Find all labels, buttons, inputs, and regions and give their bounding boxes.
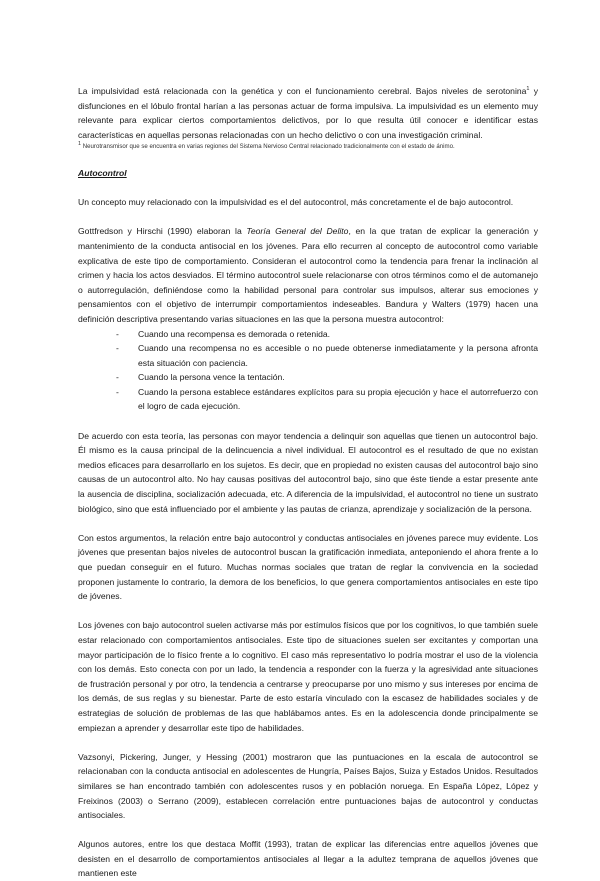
paragraph-estimulos: Los jóvenes con bajo autocontrol suelen activarse más por estímulos físicos que por los cognitivos, lo que también suele estar relacionado con comportamientos antisociales. Este tipo de situaciones suelen ser excitantes y comportan una mayor participación de lo físico frente a lo cognitivo. El caso más representativo lo podría mostrar el uso de la violencia con los demás. Esto conecta con por un lado, la tendencia a responder con la fuerza y la agresividad ante situaciones de frustración personal y por otro, la tendencia a centrarse y preocuparse por uno mismo y sus intereses por encima de los demás, de sus reglas y su bienestar. Parte de esto estaría vinculado con la escasez de habilidades sociales y de estrategias de solución de problemas de las que hablábamos antes. Es en la adolescencia donde principalmente se empiezan a aprender y desarrollar este tipo de habilidades. xyxy=(78,620,538,733)
paragraph-concepto: Un concepto muy relacionado con la impulsividad es el del autocontrol, más concretamente el de bajo autocontrol. xyxy=(78,197,514,208)
paragraph-impulsividad: La impulsividad está relacionada con la genética y con el funcionamiento cerebral. Bajos niveles de serotonina$^1$ y disfunciones en el lóbulo frontal harían a las personas actuar de forma impulsiva. La impulsividad es un elemento muy relevante para explicar ciertos comportamientos delictivos, por lo que resulta útil conocer e identificar estas características en aquellas personas relacionadas con un hecho delictivo o con una investigación criminal. xyxy=(78,86,539,140)
paragraph-gottfredson: Gottfredson y Hirschi (1990) elaboran la Teoría General del Delito, en la que tratan de explicar la generación y mantenimiento de la conducta antisocial en los jóvenes. Para ello recurren al concepto de autocontrol como variable explicativa de este tipo de comportamiento. Consideran el autocontrol como la tendencia para frenar la inclinación al crimen y hacia los actos desviados. El término autocontrol suele relacionarse con otros términos como el de automanejo o autorregulación, definiéndose como la habilidad personal para controlar sus impulsos, alterar sus emociones y pensamientos con el objetivo de interrumpir comportamientos indeseables. Bandura y Walters (1979) hacen una definición descriptiva presentando varias situaciones en las que la persona muestra autocontrol: xyxy=(78,226,538,324)
paragraph-teoria: De acuerdo con esta teoría, las personas con mayor tendencia a delinquir son aquellas que tienen un autocontrol bajo. Él mismo es la causa principal de la delincuencia a nivel individual. El autocontrol es el resultado de que no existan medios eficaces para desarrollarlo en los sujetos. Es decir, que en propiedad no existen causas del autocontrol bajo sino causas de un autocontrol alto. No hay causas positivas del autocontrol bajo, sino que éste tiende a estar presente ante la ausencia de disciplina, socialización adecuada, etc. A diferencia de la impulsividad, el autocontrol no tiene un sustrato biológico, sino que está influenciado por el ambiente y las pautas de crianza, aprendizaje y socialización de la persona. xyxy=(78,430,538,514)
list-item: - Cuando una recompensa es demorada o retenida. xyxy=(116,327,538,342)
section-heading: Autocontrol xyxy=(78,167,127,178)
list-item: - Cuando la persona vence la tentación. xyxy=(116,370,538,385)
footnote: $^1$ Neurotransmisor que se encuentra en varias regiones del Sistema Nervioso Central relacionado tradicionalmente con el estado de ánimo. xyxy=(78,141,455,151)
theory-title: Teoría General del Delito xyxy=(246,226,349,237)
footnote-number: 1 xyxy=(78,141,82,148)
list-item: - Cuando una recompensa no es accesible o no puede obtenerse inmediatamente y la persona afronta esta situación con paciencia. xyxy=(116,341,538,370)
paragraph-vazsonyi: Vazsonyi, Pickering, Junger, y Hessing (2001) mostraron que las puntuaciones en la escala de autocontrol se relacionaban con la conducta antisocial en adolescentes de Hungría, Países Bajos, Suiza y Estados Unidos. Resultados similares se han encontrado también con adolescentes rusos y en población noruega. En España López, López y Freixinos (2003) o Serrano (2009), establecen correlación entre puntuaciones bajas de autocontrol y conductas antisociales. xyxy=(78,751,538,821)
paragraph-argumentos: Con estos argumentos, la relación entre bajo autocontrol y conductas antisociales en jóvenes parece muy evidente. Los jóvenes que presentan bajos niveles de autocontrol buscan la gratificación inmediata, anteponiendo el ahora frente a lo que puedan conseguir en el futuro. Muchas normas sociales que tratan de reglar la convivencia en la sociedad proponen justamente lo contrario, la demora de los beneficios, lo que genera comportamientos antisociales en este tipo de jóvenes. xyxy=(78,532,538,602)
list-item: - Cuando la persona establece estándares explícitos para su propia ejecución y hace el autorrefuerzo con el logro de cada ejecución. xyxy=(116,385,538,414)
situations-list xyxy=(78,327,538,415)
paragraph-moffit: Algunos autores, entre los que destaca Moffit (1993), tratan de explicar las diferencias entre aquellos jóvenes que desisten en el desarrollo de comportamientos antisociales al llegar a la adultez temprana de aquellos jóvenes que mantienen este xyxy=(78,839,538,879)
document-body xyxy=(78,84,538,881)
footnote-marker: 1 xyxy=(526,86,530,93)
